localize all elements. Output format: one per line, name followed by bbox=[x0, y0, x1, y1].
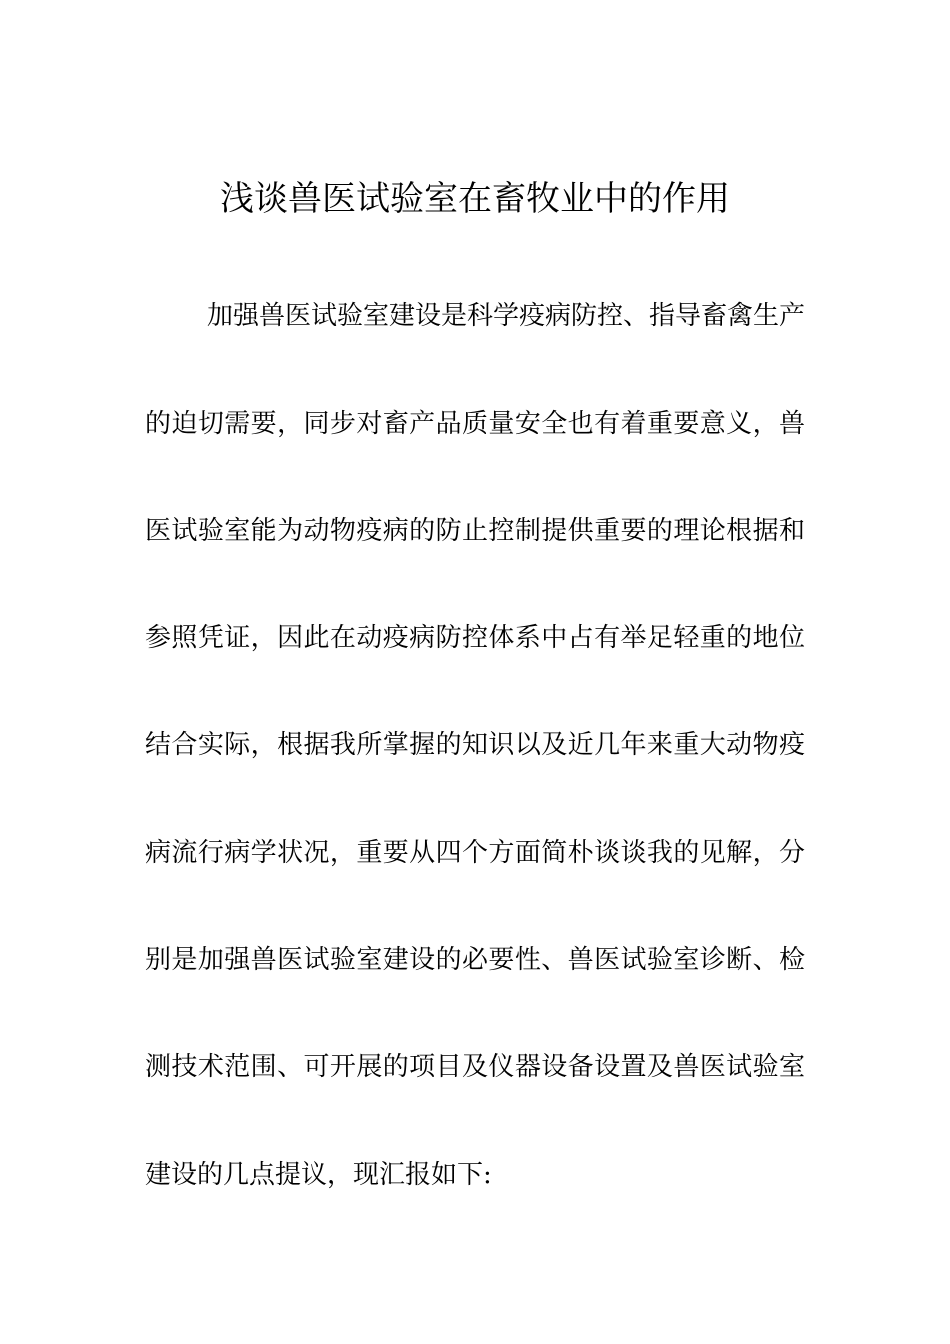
paragraph-line-6: 病流行病学状况，重要从四个方面简朴谈谈我的见解，分 bbox=[145, 838, 805, 868]
paragraph-line-4: 参照凭证，因此在动疫病防控体系中占有举足轻重的地位 bbox=[145, 623, 805, 653]
paragraph-line-9: 建设的几点提议，现汇报如下: bbox=[145, 1160, 492, 1190]
paragraph-line-7: 别是加强兽医试验室建设的必要性、兽医试验室诊断、检 bbox=[145, 945, 805, 975]
document-title: 浅谈兽医试验室在畜牧业中的作用 bbox=[220, 179, 730, 219]
paragraph-line-5: 结合实际，根据我所掌握的知识以及近几年来重大动物疫 bbox=[145, 730, 805, 760]
paragraph-line-2: 的迫切需要，同步对畜产品质量安全也有着重要意义，兽 bbox=[145, 409, 805, 439]
paragraph-line-3: 医试验室能为动物疫病的防止控制提供重要的理论根据和 bbox=[145, 516, 805, 546]
paragraph-line-1: 加强兽医试验室建设是科学疫病防控、指导畜禽生产 bbox=[207, 301, 806, 331]
paragraph-line-8: 测技术范围、可开展的项目及仪器设备设置及兽医试验室 bbox=[145, 1052, 805, 1082]
